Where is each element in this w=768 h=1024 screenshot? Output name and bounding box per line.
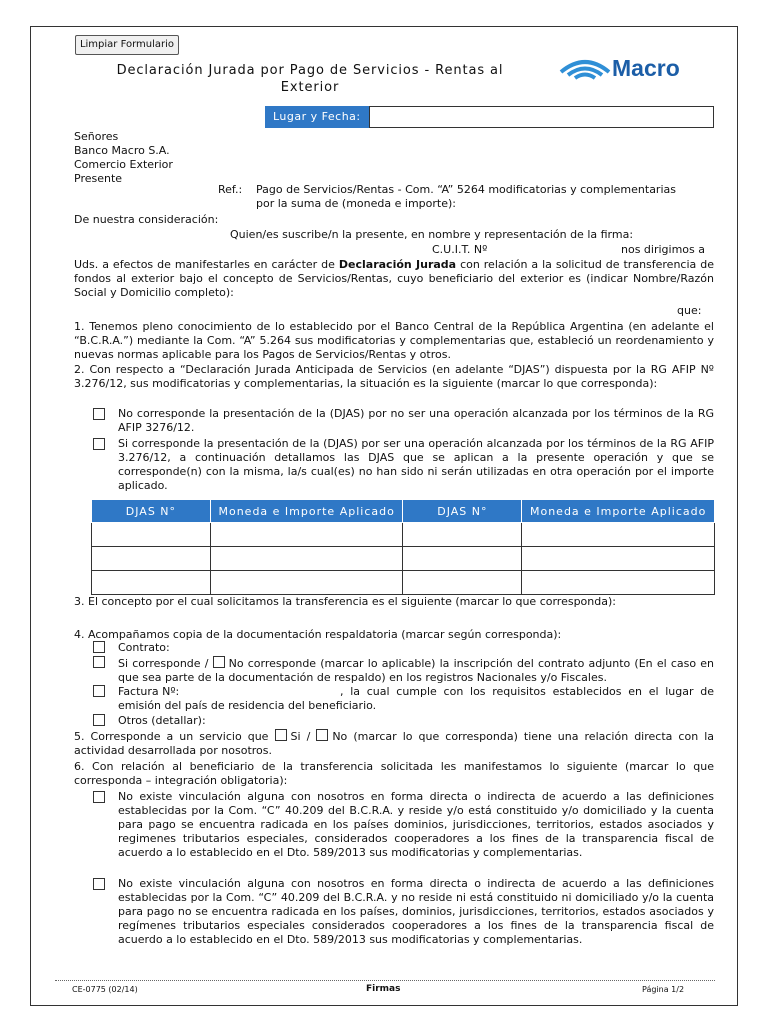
greeting: De nuestra consideración: <box>74 213 219 226</box>
place-date-input[interactable] <box>369 106 714 128</box>
djas-header: Moneda e Importe Aplicado <box>522 500 715 523</box>
item-5-a: 5. Corresponde a un servicio que <box>74 730 269 743</box>
checkbox-contract[interactable] <box>93 641 109 656</box>
intro-body-c: con relación a la solicitud de transferencia de fondos al exterior bajo el concepto de Servicios/Rentas, cuyo beneficiario del exterior es (indicar Nombre/Razón Social y Domicilio completo): <box>74 258 714 299</box>
djas-header: DJAS N° <box>403 500 522 523</box>
table-cell[interactable] <box>403 547 522 571</box>
form-title <box>80 62 540 96</box>
ref-label: Ref.: <box>218 183 243 196</box>
item-2: 2. Con respecto a “Declaración Jurada Anticipada de Servicios (en adelante “DJAS”) dispuesta por la RG AFIP Nº 3.276/12, sus modificatorias y complementarias, la situación es la siguiente (marcar lo que corresponda): <box>74 363 714 390</box>
addressing-text: nos dirigimos a <box>621 243 705 256</box>
table-cell[interactable] <box>522 523 715 547</box>
que-text: que: <box>677 304 702 317</box>
checkbox-beneficiary-2[interactable] <box>93 878 109 893</box>
address-line: Comercio Exterior <box>74 158 173 171</box>
table-cell[interactable] <box>522 571 715 595</box>
djas-si-text: Si corresponde la presentación de la (DJAS) por ser una operación alcanzada por los términos de la RG AFIP 3.276/12, a continuación detallamos las DJAS que se aplican a la presente operación y que se corresponde(n) con la misma, la/s cual(es) no han sido ni serán utilizadas en otra operación por el importe aplicado. <box>118 437 714 492</box>
service-si-label: Si / <box>290 730 311 743</box>
checkbox-service-no[interactable] <box>316 729 328 741</box>
checkbox-invoice[interactable] <box>93 685 109 700</box>
djas-no-text: No corresponde la presentación de la (DJAS) por no ser una operación alcanzada por los términos de la RG AFIP 3276/12. <box>118 407 714 434</box>
item-4: 4. Acompañamos copia de la documentación respaldatoria (marcar según corresponda): <box>74 628 562 641</box>
item-6: 6. Con relación al beneficiario de la transferencia solicitada les manifestamos lo siguiente (marcar lo que corresponda – integración obligatoria): <box>74 760 714 787</box>
signatures-label: Firmas <box>366 984 401 994</box>
checkbox-contract-si[interactable] <box>93 656 109 671</box>
address-line: Presente <box>74 172 123 185</box>
table-cell[interactable] <box>210 547 403 571</box>
invoice-label: Factura Nº: <box>118 685 180 698</box>
checkbox-service-si[interactable] <box>275 729 287 741</box>
address-line: Banco Macro S.A. <box>74 144 170 157</box>
logo-text: Macro <box>612 55 680 81</box>
intro-body-a: Uds. a efectos de manifestarles en carácter de <box>74 258 335 271</box>
checkbox-other[interactable] <box>93 714 109 729</box>
table-row <box>92 547 715 571</box>
cuit-label: C.U.I.T. Nº <box>432 243 488 256</box>
table-cell[interactable] <box>522 547 715 571</box>
table-cell[interactable] <box>210 571 403 595</box>
table-row <box>92 571 715 595</box>
contract-registration <box>118 656 714 685</box>
ref-text <box>256 183 716 211</box>
table-cell[interactable] <box>92 523 211 547</box>
contract-label: Contrato: <box>118 641 170 654</box>
intro-body <box>74 258 714 300</box>
invoice-text: , la cual cumple con los requisitos establecidos en el lugar de emisión del país de residencia del beneficiario. <box>118 685 714 712</box>
title-line-1: Declaración Jurada por Pago de Servicios - Rentas al <box>116 63 504 78</box>
footer-divider <box>55 980 715 981</box>
djas-table <box>91 499 715 595</box>
page-number: Página 1/2 <box>642 985 685 994</box>
ref-line: Pago de Servicios/Rentas - Com. “A” 5264 modificatorias y complementarias <box>256 183 676 196</box>
contract-si-label: Si corresponde / <box>118 657 209 670</box>
djas-header: DJAS N° <box>92 500 211 523</box>
table-cell[interactable] <box>92 571 211 595</box>
item-3: 3. El concepto por el cual solicitamos la transferencia es el siguiente (marcar lo que corresponda): <box>74 595 616 608</box>
table-cell[interactable] <box>92 547 211 571</box>
checkbox-contract-no[interactable] <box>213 656 225 668</box>
item-5 <box>74 729 714 758</box>
place-date-label: Lugar y Fecha: <box>265 106 369 128</box>
item-1: 1. Tenemos pleno conocimiento de lo establecido por el Banco Central de la República Argentina (en adelante el “B.C.R.A.”) mediante la Com. “A” 5.264 sus modificatorias y complementarias que, estableció un reordenamiento y nuevas normas aplicable para los Pagos de Servicios/Rentas y otros. <box>74 320 714 361</box>
table-row <box>92 523 715 547</box>
form-code: CE-0775 (02/14) <box>72 985 138 994</box>
clear-form-button[interactable]: Limpiar Formulario <box>75 35 179 55</box>
table-cell[interactable] <box>210 523 403 547</box>
table-cell[interactable] <box>403 571 522 595</box>
checkbox-djas-no[interactable] <box>93 408 109 423</box>
table-cell[interactable] <box>403 523 522 547</box>
djas-header: Moneda e Importe Aplicado <box>210 500 403 523</box>
checkbox-beneficiary-1[interactable] <box>93 791 109 806</box>
item-5-b: No (marcar lo que corresponda) tiene una relación directa con la actividad desarrollada por nosotros. <box>74 730 715 757</box>
contract-no-text: No corresponde (marcar lo aplicable) la inscripción del contrato adjunto (En el caso en que sea parte de la documentación de respaldo) en los registros Nacionales y/o Fiscales. <box>118 657 714 684</box>
address-line: Señores <box>74 130 119 143</box>
checkbox-djas-si[interactable] <box>93 438 109 453</box>
other-label: Otros (detallar): <box>118 714 206 727</box>
ref-line: por la suma de (moneda e importe): <box>256 197 456 210</box>
beneficiary-option-2: No existe vinculación alguna con nosotros en forma directa o indirecta de acuerdo a las definiciones establecidas por la Com. “C” 40.209 del B.C.R.A. y no reside ni está constituido ni domiciliado y/o la cuenta para pago no se encuentra radicada en los países, dominios, jurisdicciones, territorios, estados asociados y regímenes tributarios especiales considerados cooperadores a los fines de la transparencia fiscal de acuerdo a lo establecido en el Dto. 589/2013 sus modificatorias y complementarias. <box>118 877 714 946</box>
addressee <box>74 130 173 186</box>
signer-line: Quien/es suscribe/n la presente, en nombre y representación de la firma: <box>230 228 634 241</box>
intro-body-bold: Declaración Jurada <box>338 258 457 271</box>
beneficiary-option-1: No existe vinculación alguna con nosotros en forma directa o indirecta de acuerdo a las definiciones establecidas por la Com. “C” 40.209 del B.C.R.A. y reside y/o está constituido y/o domiciliado y la cuenta para pago se encuentra radicada en los países dominios, jurisdicciones, territorios, estados asociados y regimenes tributarios especiales, considerados cooperadores a los fines de la transparencia fiscal de acuerdo a lo establecido en el Dto. 589/2013 sus modificatorias y complementarias. <box>118 790 714 859</box>
title-line-2: Exterior <box>280 80 340 95</box>
